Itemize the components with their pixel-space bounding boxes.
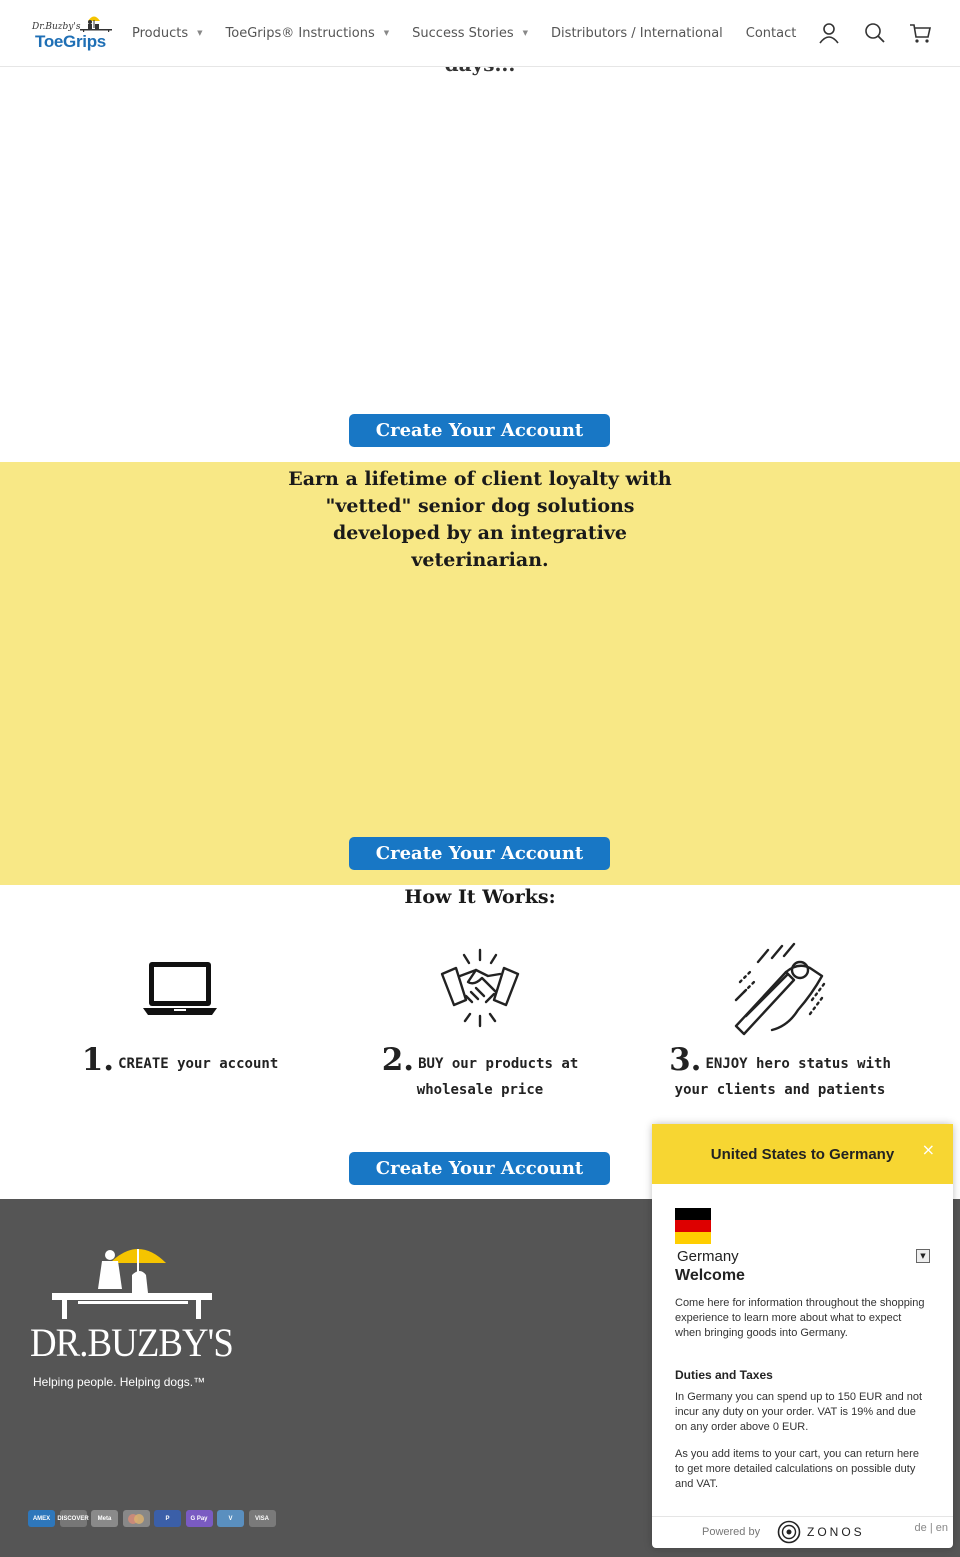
create-account-button-2[interactable]: Create Your Account <box>349 837 610 870</box>
payment-icons <box>28 1510 280 1527</box>
cart-icon[interactable] <box>909 22 931 44</box>
step-2 <box>350 1042 610 1103</box>
footer-tagline: Helping people. Helping dogs.™ <box>33 1375 206 1389</box>
cart-info-text: As you add items to your cart, you can return here to get more detailed calculations on possible duty and VAT. <box>675 1448 919 1490</box>
amex-icon: AMEX <box>28 1510 55 1527</box>
nav-success-stories-label: Success Stories <box>412 25 514 41</box>
popup-title: United States to Germany <box>710 1146 895 1163</box>
loyalty-section <box>0 462 960 885</box>
how-it-works-title: How It Works: <box>404 886 556 908</box>
chevron-down-icon: ▼ <box>383 29 390 37</box>
popup-header <box>652 1124 953 1184</box>
germany-flag-icon <box>675 1208 711 1244</box>
nav-success-stories[interactable] <box>412 26 528 41</box>
create-account-button-1[interactable]: Create Your Account <box>349 414 610 447</box>
gpay-icon: G Pay <box>186 1510 213 1527</box>
duties-text: In Germany you can spend up to 150 EUR and not incur any duty on your order. VAT is 19% and due on any order above 0 EUR. <box>675 1391 923 1433</box>
popup-footer <box>652 1516 953 1549</box>
venmo-icon: V <box>217 1510 244 1527</box>
visa-icon: VISA <box>249 1510 276 1527</box>
country-name: Germany <box>677 1248 739 1265</box>
nav-contact-label: Contact <box>745 25 797 41</box>
close-icon[interactable]: × <box>921 1140 935 1159</box>
chevron-down-icon: ▼ <box>522 29 529 37</box>
zonos-logo-icon[interactable] <box>777 1520 801 1544</box>
footer-logo-bench-icon <box>48 1241 218 1321</box>
logo-brand: ToeGrips <box>35 32 106 51</box>
nav-products-label: Products <box>132 25 189 41</box>
nav-instructions-label: ToeGrips® Instructions <box>225 25 375 41</box>
footer-logo[interactable] <box>28 1241 233 1391</box>
step-3-number: 3. <box>669 1042 702 1078</box>
logo-bench-icon <box>78 12 114 32</box>
zonos-welcome-popup <box>652 1124 953 1548</box>
step-2-number: 2. <box>381 1042 415 1078</box>
step-2-text: BUY our products at wholesale price <box>416 1056 579 1098</box>
popup-intro-text: Come here for information throughout the shopping experience to learn more about what to expect when bringing goods into Germany. <box>675 1297 925 1339</box>
laptop-icon <box>132 940 228 1036</box>
country-select-dropdown[interactable]: ▼ <box>916 1249 930 1263</box>
zonos-wordmark: ZONOS <box>807 1525 865 1539</box>
duties-heading: Duties and Taxes <box>675 1368 773 1382</box>
chevron-down-icon: ▼ <box>197 29 203 37</box>
loyalty-heading: Earn a lifetime of client loyalty with "vetted" senior dog solutions developed by an integrative veterinarian. <box>288 468 672 571</box>
powered-by-label: Powered by <box>702 1526 761 1538</box>
step-3-text: ENJOY hero status with your clients and patients <box>674 1056 891 1098</box>
nav-distributors-label: Distributors / International <box>551 25 723 41</box>
create-account-button-3[interactable]: Create Your Account <box>349 1152 610 1185</box>
toegrips-logo[interactable] <box>32 12 118 54</box>
footer-brand: DR.BUZBY'S <box>30 1320 233 1365</box>
hero-icon <box>732 940 828 1036</box>
handshake-icon <box>432 940 528 1036</box>
logo-script: Dr.Buzby's <box>32 22 81 32</box>
account-icon[interactable] <box>818 22 840 44</box>
nav-contact[interactable] <box>746 26 797 41</box>
language-switcher[interactable]: de | en <box>914 1522 948 1534</box>
step-1 <box>50 1042 310 1078</box>
discover-icon: DISCOVER <box>60 1510 87 1527</box>
step-3 <box>650 1042 910 1103</box>
paypal-icon: P <box>154 1510 181 1527</box>
site-header <box>0 0 960 67</box>
nav-distributors[interactable] <box>551 26 723 41</box>
mastercard-circles-icon <box>126 1513 146 1525</box>
main-nav <box>132 0 797 66</box>
meta-pay-icon: Meta <box>91 1510 118 1527</box>
nav-toegrips-instructions[interactable] <box>226 26 390 41</box>
nav-products[interactable] <box>132 26 203 41</box>
search-icon[interactable] <box>864 22 886 44</box>
popup-welcome-heading: Welcome <box>675 1267 745 1284</box>
mastercard-icon <box>123 1510 150 1527</box>
step-1-number: 1. <box>81 1042 115 1078</box>
step-1-text: CREATE your account <box>118 1056 279 1072</box>
